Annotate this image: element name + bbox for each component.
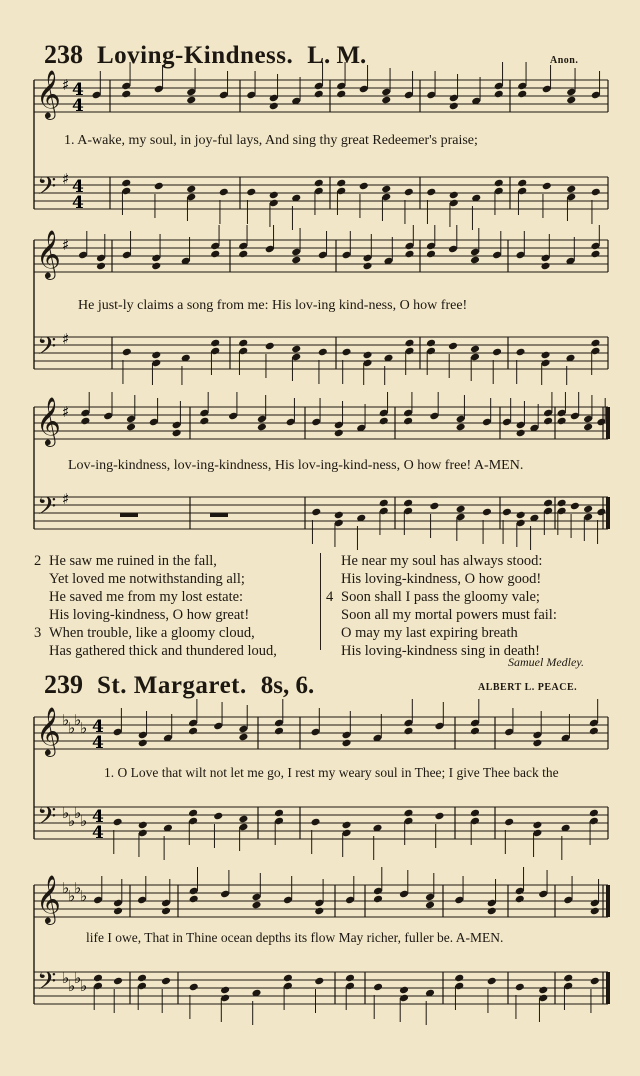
note (336, 90, 346, 99)
note (454, 974, 464, 983)
note (540, 262, 550, 271)
hymn-238-verses-right (326, 552, 557, 660)
note (543, 417, 553, 426)
note (210, 339, 220, 348)
key-signature: ♭ (74, 969, 82, 987)
note (590, 339, 600, 348)
key-signature: ♭ (80, 887, 88, 905)
time-signature: 4 (72, 193, 84, 213)
note (80, 417, 90, 426)
note (345, 974, 355, 983)
note (269, 191, 279, 200)
note (113, 907, 123, 916)
key-signature: ♯ (62, 236, 70, 254)
hymn-239-lyric-line-2: life I owe, That in Thine ocean depths its flow May richer, fuller be. A-MEN. (86, 930, 504, 945)
note (291, 345, 301, 354)
hymn-239-composer: ALBERT L. PEACE. (478, 682, 578, 693)
note (449, 191, 459, 200)
note (113, 977, 123, 986)
treble-clef: 𝄞 (36, 69, 61, 118)
hymn-239-number: 239 (44, 670, 83, 699)
key-signature: ♭ (68, 812, 76, 830)
note (113, 818, 123, 827)
verse-divider (320, 553, 321, 650)
note (566, 96, 576, 105)
note (404, 339, 414, 348)
note (310, 818, 320, 827)
note (341, 821, 351, 830)
note (516, 429, 526, 438)
note (583, 505, 593, 514)
key-signature: ♭ (68, 887, 76, 905)
verse-number: 2 (34, 553, 42, 569)
final-barline (606, 972, 610, 1004)
key-signature: ♭ (62, 711, 70, 729)
final-barline (606, 885, 610, 917)
verse-line: He near my soul has always stood: (341, 553, 543, 569)
note (96, 262, 106, 271)
note (238, 733, 248, 742)
note (213, 812, 223, 821)
hymn-238-lyric-line-2: He just-ly claims a song from me: His lov-ing kind-ness, O how free! (78, 298, 468, 313)
key-signature: ♯ (62, 490, 70, 508)
note (362, 351, 372, 360)
treble-clef: 𝄞 (36, 874, 61, 923)
note (589, 727, 599, 736)
note (590, 907, 600, 916)
note (532, 821, 542, 830)
hymn-238-lyric-line-1: 1. A-wake, my soul, in joy-ful lays, And sing thy great Redeemer's praise; (64, 133, 478, 148)
note (373, 895, 383, 904)
hymn-239-title: St. Margaret. (97, 672, 247, 699)
note (589, 809, 599, 818)
note (425, 901, 435, 910)
note (504, 818, 514, 827)
note (403, 417, 413, 426)
note (557, 417, 567, 426)
treble-clef: 𝄞 (36, 706, 61, 755)
note (341, 348, 351, 357)
bass-clef: 𝄢 (37, 492, 57, 527)
note (161, 977, 171, 986)
key-signature: ♭ (68, 977, 76, 995)
note (161, 907, 171, 916)
note (314, 179, 324, 188)
note (269, 102, 279, 111)
note (274, 727, 284, 736)
verse-line: He saved me from my lost estate: (49, 589, 244, 605)
note (379, 499, 389, 508)
note (596, 508, 606, 517)
key-signature: ♯ (62, 403, 70, 421)
note (591, 188, 601, 197)
note (470, 345, 480, 354)
key-signature: ♭ (62, 879, 70, 897)
key-signature: ♭ (80, 812, 88, 830)
note (151, 351, 161, 360)
note (121, 179, 131, 188)
bass-clef: 𝄢 (37, 802, 57, 837)
note (399, 986, 409, 995)
note (403, 727, 413, 736)
note (403, 499, 413, 508)
note (470, 727, 480, 736)
note (557, 499, 567, 508)
note (570, 502, 580, 511)
note (540, 351, 550, 360)
note (151, 262, 161, 271)
key-signature: ♭ (68, 719, 76, 737)
final-barline (606, 407, 610, 439)
note (482, 508, 492, 517)
note (314, 90, 324, 99)
note (126, 423, 136, 432)
note (590, 250, 600, 259)
note (379, 417, 389, 426)
verse-line: Soon shall I pass the gloomy vale; (341, 589, 540, 605)
key-signature: ♭ (80, 977, 88, 995)
note (137, 974, 147, 983)
note (199, 417, 209, 426)
note (487, 977, 497, 986)
note (311, 508, 321, 517)
note (274, 809, 284, 818)
note (492, 348, 502, 357)
note (238, 250, 248, 259)
bass-clef: 𝄢 (37, 967, 57, 1002)
verse-number: 4 (326, 589, 334, 605)
treble-clef: 𝄞 (36, 396, 61, 445)
note (334, 429, 344, 438)
note (470, 256, 480, 265)
verse-line: His loving-kindness sing in death! (341, 643, 540, 659)
note (219, 188, 229, 197)
note (189, 895, 199, 904)
note (189, 983, 199, 992)
note (516, 511, 526, 520)
key-signature: ♯ (62, 170, 70, 188)
hymn-238-title: Loving-Kindness. (97, 42, 294, 69)
note (426, 188, 436, 197)
note (563, 974, 573, 983)
key-signature: ♯ (62, 330, 70, 348)
note (449, 102, 459, 111)
note (543, 499, 553, 508)
note (93, 974, 103, 983)
time-signature: 4 (72, 96, 84, 116)
note (257, 423, 267, 432)
verse-line: Has gathered thick and thundered loud, (49, 643, 277, 659)
key-signature: ♭ (74, 711, 82, 729)
key-signature: ♯ (62, 76, 70, 94)
note (381, 96, 391, 105)
note (456, 505, 466, 514)
hymn-238-verses-left (34, 552, 277, 660)
note (138, 739, 148, 748)
note (186, 185, 196, 194)
note (362, 262, 372, 271)
note (566, 185, 576, 194)
hymn-238-lyric-line-3: Lov-ing-kindness, lov-ing-kindness, His lov-ing-kind-ness, O how free! A-MEN. (68, 458, 524, 473)
note (210, 250, 220, 259)
verse-line: He saw me ruined in the fall, (49, 553, 217, 569)
key-signature: ♭ (80, 719, 88, 737)
note (429, 502, 439, 511)
note (122, 348, 132, 357)
hymn-238-composer: Anon. (550, 55, 579, 66)
hymn-238-author: Samuel Medley. (508, 655, 584, 669)
bass-clef: 𝄢 (37, 172, 57, 207)
note (318, 348, 328, 357)
note (470, 809, 480, 818)
note (426, 250, 436, 259)
note (291, 256, 301, 265)
note (186, 96, 196, 105)
note (381, 185, 391, 194)
note (238, 815, 248, 824)
note (336, 179, 346, 188)
note (138, 821, 148, 830)
note (487, 907, 497, 916)
key-signature: ♭ (62, 969, 70, 987)
hymn-239-lyric-line-1: 1. O Love that wilt not let me go, I rest my weary soul in Thee; I give Thee back the (104, 765, 559, 780)
whole-rest (120, 513, 138, 517)
whole-rest (210, 513, 228, 517)
time-signature: 4 (92, 733, 104, 753)
note (590, 977, 600, 986)
note (404, 250, 414, 259)
hymn-238-number: 238 (44, 40, 83, 69)
note (373, 983, 383, 992)
time-signature: 4 (92, 717, 104, 737)
note (265, 342, 275, 351)
note (359, 182, 369, 191)
bass-clef: 𝄢 (37, 332, 57, 367)
hymn-239-system-2 (0, 865, 640, 1045)
note (434, 812, 444, 821)
note (154, 182, 164, 191)
note (515, 983, 525, 992)
note (334, 511, 344, 520)
note (538, 986, 548, 995)
final-barline (606, 497, 610, 529)
verse-line: His loving-kindness, O how good! (341, 571, 542, 587)
note (238, 339, 248, 348)
note (494, 90, 504, 99)
time-signature: 4 (92, 807, 104, 827)
note (404, 188, 414, 197)
note (188, 809, 198, 818)
verse-line: O may my last expiring breath (341, 625, 518, 641)
note (448, 342, 458, 351)
note (314, 907, 324, 916)
verse-line: Yet loved me notwithstanding all; (49, 571, 245, 587)
note (456, 423, 466, 432)
note (314, 977, 324, 986)
verse-number: 3 (34, 625, 42, 641)
note (341, 739, 351, 748)
verse-line: Soon all my mortal powers must fail: (341, 607, 557, 623)
note (403, 809, 413, 818)
note (502, 508, 512, 517)
key-signature: ♭ (74, 879, 82, 897)
note (251, 901, 261, 910)
hymn-239-meter: 8s, 6. (260, 672, 315, 699)
note (220, 986, 230, 995)
key-signature: ♭ (62, 804, 70, 822)
note (517, 90, 527, 99)
time-signature: 4 (92, 823, 104, 843)
time-signature: 4 (72, 177, 84, 197)
note (246, 188, 256, 197)
treble-clef: 𝄞 (36, 229, 61, 278)
note (515, 895, 525, 904)
note (426, 339, 436, 348)
verse-line: His loving-kindness, O how great! (49, 607, 250, 623)
note (542, 182, 552, 191)
note (121, 90, 131, 99)
note (517, 179, 527, 188)
note (494, 179, 504, 188)
hymn-238-meter: L. M. (307, 42, 367, 69)
note (532, 739, 542, 748)
verse-line: When trouble, like a gloomy cloud, (49, 625, 255, 641)
note (188, 727, 198, 736)
time-signature: 4 (72, 80, 84, 100)
note (172, 429, 182, 438)
note (515, 348, 525, 357)
note (283, 974, 293, 983)
note (583, 423, 593, 432)
key-signature: ♭ (74, 804, 82, 822)
